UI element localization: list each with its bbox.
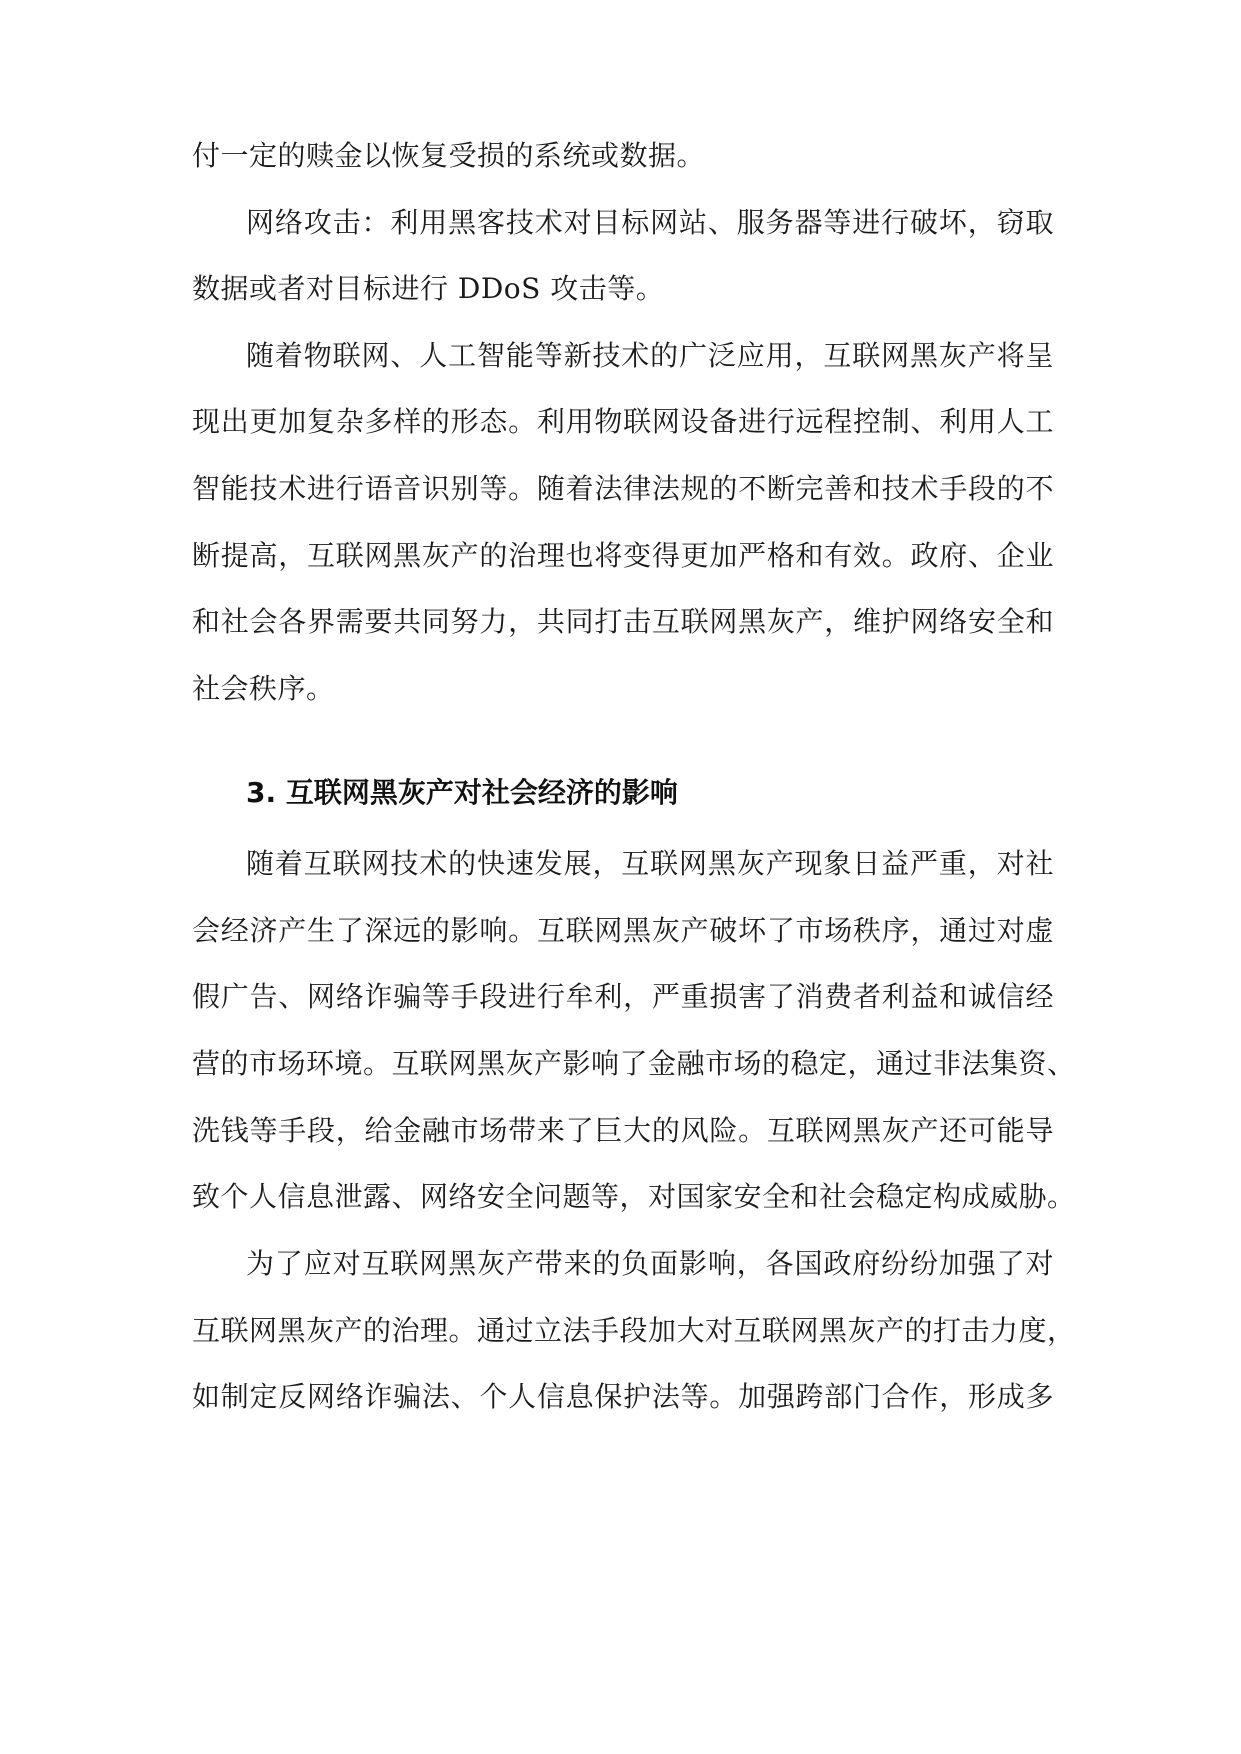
paragraph-line: 营的市场环境。互联网黑灰产影响了金融市场的稳定，通过非法集资、 <box>192 1047 1076 1080</box>
paragraph-line: 断提高，互联网黑灰产的治理也将变得更加严格和有效。政府、企业 <box>192 539 1054 572</box>
paragraph-line: 假广告、网络诈骗等手段进行牟利，严重损害了消费者利益和诚信经 <box>192 980 1054 1013</box>
paragraph-line: 社会秩序。 <box>192 672 335 705</box>
paragraph-line: 致个人信息泄露、网络安全问题等，对国家安全和社会稳定构成威胁。 <box>192 1180 1076 1213</box>
paragraph-line: 为了应对互联网黑灰产带来的负面影响，各国政府纷纷加强了对 <box>246 1247 1054 1280</box>
paragraph-line: 洗钱等手段，给金融市场带来了巨大的风险。互联网黑灰产还可能导 <box>192 1114 1054 1147</box>
paragraph-line: 智能技术进行语音识别等。随着法律法规的不断完善和技术手段的不 <box>192 472 1054 505</box>
paragraph-line: 付一定的赎金以恢复受损的系统或数据。 <box>192 139 706 172</box>
paragraph-line: 现出更加复杂多样的形态。利用物联网设备进行远程控制、利用人工 <box>192 405 1054 438</box>
paragraph-line: 随着互联网技术的快速发展，互联网黑灰产现象日益严重，对社 <box>246 847 1054 880</box>
paragraph-line: 随着物联网、人工智能等新技术的广泛应用，互联网黑灰产将呈 <box>246 339 1054 372</box>
section-heading: 3. 互联网黑灰产对社会经济的影响 <box>246 776 678 809</box>
paragraph-line: 和社会各界需要共同努力，共同打击互联网黑灰产，维护网络安全和 <box>192 605 1054 638</box>
paragraph-line: 互联网黑灰产的治理。通过立法手段加大对互联网黑灰产的打击力度， <box>192 1314 1076 1347</box>
paragraph-line: 如制定反网络诈骗法、个人信息保护法等。加强跨部门合作，形成多 <box>192 1380 1054 1413</box>
paragraph-line: 会经济产生了深远的影响。互联网黑灰产破坏了市场秩序，通过对虚 <box>192 914 1054 947</box>
paragraph-line: 网络攻击：利用黑客技术对目标网站、服务器等进行破坏，窃取 <box>246 206 1054 239</box>
paragraph-line: 数据或者对目标进行 DDoS 攻击等。 <box>192 272 665 305</box>
